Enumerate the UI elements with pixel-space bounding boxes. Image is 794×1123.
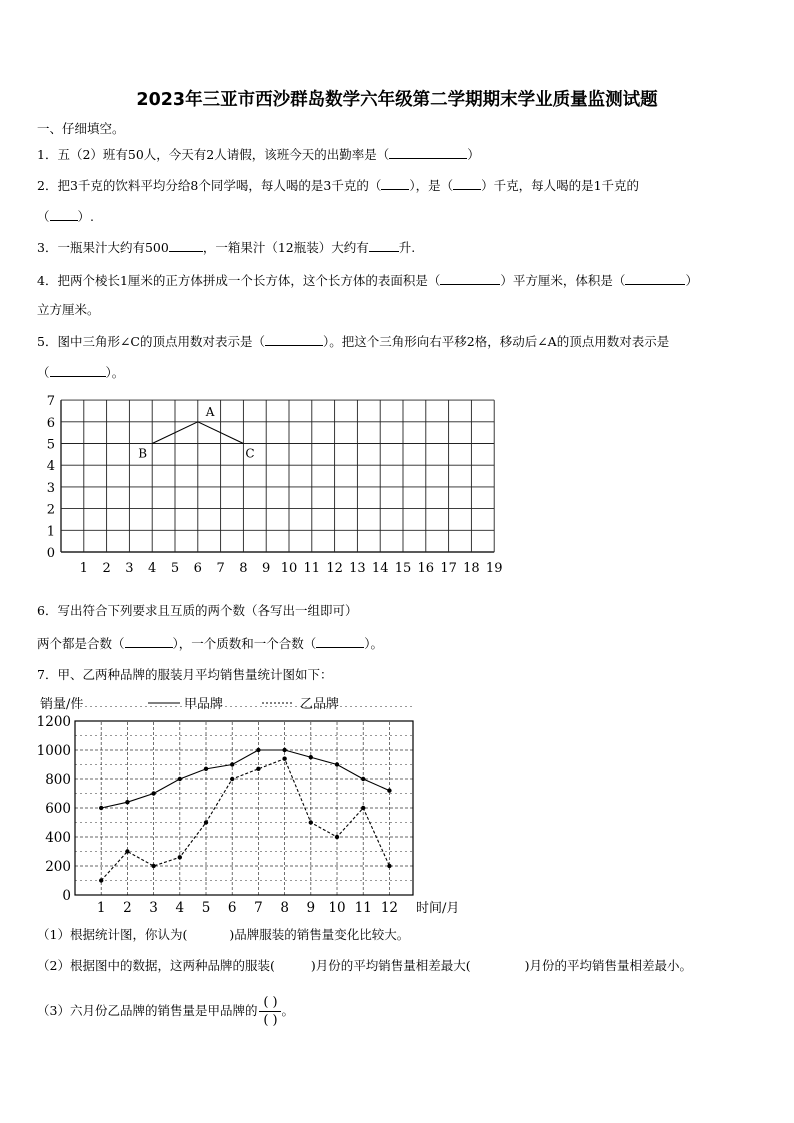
question-2 [37, 177, 639, 194]
question-6-cont [37, 635, 383, 652]
series-2-point [151, 864, 155, 868]
subquestion-1 [37, 927, 409, 943]
series-1-point [309, 755, 313, 759]
grid-x-tick-label: 15 [394, 561, 412, 576]
question-4-cont: 立方厘米。 [37, 302, 100, 317]
subquestion-3 [37, 993, 294, 1029]
series-2-point [256, 767, 260, 771]
series-2-point [282, 757, 286, 761]
q2-answer-blank-2[interactable] [453, 177, 481, 190]
series-1-point [125, 800, 129, 804]
q6-text-2: 两个都是合数（ [37, 636, 125, 651]
series-2-point [309, 820, 313, 824]
sub3-text: （3）六月份乙品牌的销售量是甲品牌的 [37, 1003, 258, 1018]
grid-y-tick-label: 3 [46, 480, 55, 496]
q4-answer-blank-2[interactable] [625, 272, 685, 285]
legend-label-series-1: 甲品牌 [184, 697, 224, 712]
q3-answer-blank-2[interactable] [369, 239, 399, 252]
sub2-text-2: )月份的平均销售量相差最大( [310, 958, 471, 973]
chart-y-tick-label: 200 [45, 859, 71, 875]
grid-x-tick-label: 9 [262, 561, 271, 576]
series-2-point [361, 806, 365, 810]
grid-x-tick-label: 13 [349, 561, 366, 576]
grid-y-tick-label: 7 [46, 394, 55, 410]
sub2-text-3: )月份的平均销售量相差最小。 [524, 958, 692, 973]
grid-x-tick-label: 1 [79, 561, 88, 576]
chart-x-tick-label: 12 [380, 900, 399, 915]
series-1-point [335, 762, 339, 766]
sub1-text-1: （1）根据统计图，你认为( [37, 927, 188, 942]
chart-x-tick-label: 3 [149, 900, 158, 915]
question-5-cont [37, 364, 124, 381]
q6-text-3: ），一个质数和一个合数（ [172, 636, 317, 651]
series-1-point [178, 777, 182, 781]
section-heading: 一、仔细填空。 [37, 121, 125, 136]
vertex-label-c: C [245, 446, 255, 461]
q2-answer-blank-1[interactable] [381, 177, 409, 190]
grid-y-tick-label: 5 [46, 437, 55, 453]
q5-answer-blank-2[interactable] [50, 364, 106, 377]
grid-y-tick-label: 1 [46, 524, 55, 540]
q4-text-3: ） [685, 273, 698, 288]
sub3-end: 。 [281, 1003, 294, 1018]
q2-text-5: ）. [77, 209, 94, 224]
grid-x-tick-label: 11 [303, 561, 321, 576]
q5-answer-blank-1[interactable] [265, 333, 323, 346]
q1-text: 1．五（2）班有50人，今天有2人请假，该班今天的出勤率是（ [37, 147, 390, 162]
chart-x-tick-label: 8 [280, 900, 289, 915]
series-2-point [204, 820, 208, 824]
q2-answer-blank-3[interactable] [50, 208, 78, 221]
chart-y-tick-label: 600 [45, 801, 71, 817]
series-2-point [387, 864, 391, 868]
chart-x-tick-label: 2 [123, 900, 132, 915]
legend-label-series-2: 乙品牌 [300, 697, 340, 712]
sub1-text-2: )品牌服装的销售量变化比较大。 [229, 927, 410, 942]
grid-x-tick-label: 7 [216, 561, 225, 576]
chart-x-tick-label: 5 [201, 900, 211, 915]
series-1-point [361, 777, 365, 781]
q4-text-2: ）平方厘米，体积是（ [500, 273, 626, 288]
grid-y-tick-label: 6 [46, 415, 55, 431]
q2-text-3: ）千克，每人喝的是1千克的 [481, 178, 640, 193]
chart-x-tick-label: 7 [254, 900, 263, 915]
q2-text-1: 2．把3千克的饮料平均分给8个同学喝，每人喝的是3千克的（ [37, 178, 382, 193]
fraction-bar [259, 1011, 281, 1012]
series-1-point [282, 748, 286, 752]
grid-x-tick-label: 5 [170, 561, 180, 576]
grid-x-tick-label: 16 [417, 561, 435, 576]
series-line-2 [101, 759, 389, 881]
series-2-point [99, 878, 103, 882]
q5-text-1: 5．图中三角形∠C的顶点用数对表示是（ [37, 334, 265, 349]
page-title: 2023年三亚市西沙群岛数学六年级第二学期期末学业质量监测试题 [136, 90, 658, 110]
series-2-point [230, 777, 234, 781]
q2-text-2: ），是（ [409, 178, 454, 193]
grid-x-tick-label: 10 [280, 561, 298, 576]
grid-x-tick-label: 12 [326, 561, 343, 576]
fraction-denominator: ( ) [263, 1013, 278, 1028]
chart-y-tick-label: 0 [62, 888, 71, 904]
chart-x-tick-label: 11 [354, 900, 372, 915]
q1-end: ） [467, 147, 480, 162]
question-4 [37, 272, 698, 289]
q6-text-4: ）。 [364, 636, 384, 651]
chart-y-tick-label: 400 [45, 830, 71, 846]
series-1-point [387, 788, 391, 792]
series-1-point [99, 806, 103, 810]
chart-y-tick-label: 1000 [36, 743, 71, 759]
grid-x-tick-label: 4 [148, 561, 157, 576]
q6-answer-blank-1[interactable] [125, 635, 173, 648]
question-6: 6．写出符合下列要求且互质的两个数（各写出一组即可） [37, 603, 358, 618]
question-5 [37, 333, 669, 350]
chart-x-tick-label: 1 [96, 900, 106, 915]
grid-x-tick-label: 8 [239, 561, 248, 576]
series-1-point [151, 791, 155, 795]
q2-text-4: （ [37, 209, 50, 224]
vertex-label-a: A [205, 404, 215, 419]
grid-x-tick-label: 19 [485, 561, 503, 576]
coordinate-grid [30, 390, 510, 585]
fraction-answer[interactable] [259, 994, 281, 1029]
series-1-point [204, 767, 208, 771]
chart-x-tick-label: 10 [328, 900, 346, 915]
chart-x-tick-label: 6 [227, 900, 237, 915]
q1-answer-blank[interactable] [389, 146, 467, 159]
series-1-point [256, 748, 260, 752]
q5-text-3: （ [37, 365, 50, 380]
sales-line-chart [30, 690, 470, 915]
q3-text-1: 3．一瓶果汁大约有500 [37, 240, 169, 255]
grid-x-tick-label: 17 [440, 561, 457, 576]
q4-text-1: 4．把两个棱长1厘米的正方体拼成一个长方体，这个长方体的表面积是（ [37, 273, 441, 288]
chart-y-axis-label: 销量/件 [40, 697, 84, 712]
fraction-numerator: ( ) [263, 995, 278, 1010]
series-2-point [125, 849, 129, 853]
chart-x-axis-label: 时间/月 [416, 901, 460, 915]
series-2-point [335, 835, 339, 839]
question-1 [37, 146, 480, 163]
sub2-text-1: （2）根据图中的数据，这两种品牌的服装( [37, 958, 275, 973]
grid-x-tick-label: 3 [125, 561, 134, 576]
series-1-point [230, 762, 234, 766]
q4-answer-blank-1[interactable] [440, 272, 500, 285]
q3-text-2: ，一箱果汁（12瓶装）大约有 [202, 240, 369, 255]
chart-y-tick-label: 1200 [36, 714, 71, 730]
grid-x-tick-label: 6 [193, 561, 202, 576]
chart-x-tick-label: 9 [306, 900, 316, 915]
grid-x-tick-label: 18 [463, 561, 480, 576]
grid-y-tick-label: 0 [46, 546, 55, 561]
vertex-label-b: B [138, 446, 148, 461]
q3-answer-blank-1[interactable] [169, 239, 203, 252]
grid-y-tick-label: 4 [46, 459, 55, 475]
question-2-cont [37, 208, 94, 225]
grid-x-tick-label: 14 [371, 561, 389, 576]
grid-y-tick-label: 2 [46, 502, 55, 518]
chart-x-tick-label: 4 [175, 900, 185, 915]
subquestion-2 [37, 958, 692, 974]
chart-y-tick-label: 800 [45, 772, 71, 788]
series-2-point [178, 855, 182, 859]
q6-answer-blank-2[interactable] [316, 635, 364, 648]
q3-text-3: 升. [398, 240, 416, 255]
question-3 [37, 239, 415, 256]
q5-text-4: ）。 [105, 365, 125, 380]
grid-x-tick-label: 2 [102, 561, 111, 576]
question-7: 7．甲、乙两种品牌的服装月平均销售量统计图如下： [37, 667, 333, 682]
q5-text-2: ）。把这个三角形向右平移2格，移动后∠A的顶点用数对表示是 [323, 334, 670, 349]
